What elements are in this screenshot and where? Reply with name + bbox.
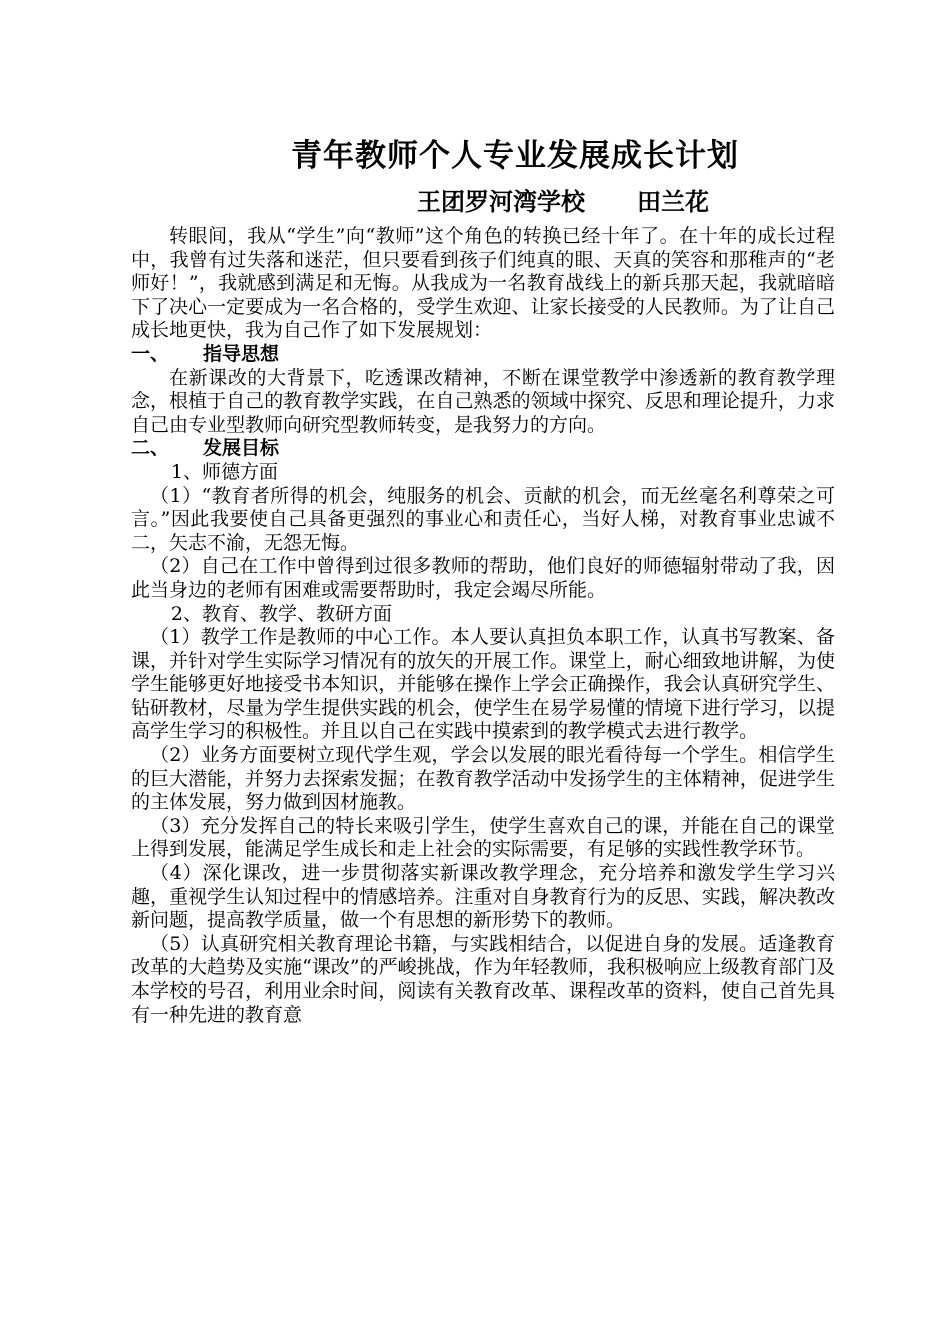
subsection-heading-2: 2、教育、教学、教研方面 (170, 602, 392, 625)
section-title: 指导思想 (203, 342, 280, 365)
document-body (131, 225, 835, 1027)
teaching-item-3: （3）充分发挥自己的特长来吸引学生，使学生喜欢自己的课，并能在自己的课堂上得到发展，能满足学生成长和走上社会的实际需要，有足够的实践性教学环节。 (131, 814, 835, 861)
intro-paragraph: 转眼间，我从“学生”向“教师”这个角色的转换已经十年了。在十年的成长过程中，我曾有过失落和迷茫，但只要看到孩子们纯真的眼、天真的笑容和那稚声的“老师好！”，我就感到满足和无悔。从我成为一名教育战线上的新兵那天起，我就暗暗下了决心一定要成为一名合格的，受学生欢迎、让家长接受的人民教师。为了让自己成长地更快，我为自己作了如下发展规划： (131, 225, 835, 342)
ethics-item-1: （1）“教育者所得的机会，纯服务的机会、贡献的机会，而无丝毫名利尊荣之可言。”因此我要使自己具备更强烈的事业心和责任心，当好人梯，对教育事业忠诚不二，矢志不渝，无怨无悔。 (131, 484, 835, 554)
teaching-item-2: （2）业务方面要树立现代学生观，学会以发展的眼光看待每一个学生。相信学生的巨大潜能，并努力去探索发掘；在教育教学活动中发扬学生的主体精神，促进学生的主体发展，努力做到因材施教。 (131, 744, 835, 814)
author-line (417, 182, 709, 217)
section-number: 一、 (131, 342, 170, 365)
teaching-item-5: （5）认真研究相关教育理论书籍，与实践相结合，以促进自身的发展。适逢教育改革的大趋势及实施“课改”的严峻挑战，作为年轻教师，我积极响应上级教育部门及本学校的号召，利用业余时间，阅读有关教育改革、课程改革的资料，使自己首先具有一种先进的教育意 (131, 932, 835, 1026)
subsection-heading-1: 1、师德方面 (170, 460, 278, 483)
teaching-item-4: （4）深化课改，进一步贯彻落实新课改教学理念，充分培养和激发学生学习兴趣，重视学生认知过程中的情感培养。注重对自身教育行为的反思、实践，解决教改新问题，提高教学质量，做一个有思想的新形势下的教师。 (131, 862, 835, 932)
section-number: 二、 (131, 437, 170, 460)
section-1-paragraph: 在新课改的大背景下，吃透课改精神，不断在课堂教学中渗透新的教育教学理念，根植于自己的教育教学实践，在自己熟悉的领域中探究、反思和理论提升，力求自己由专业型教师向研究型教师转变，是我努力的方向。 (131, 366, 835, 436)
document-title: 青年教师个人专业发展成长计划 (291, 138, 739, 174)
section-title: 发展目标 (203, 437, 280, 460)
teaching-item-1: （1）教学工作是教师的中心工作。本人要认真担负本职工作，认真书写教案、备课，并针对学生实际学习情况有的放矢的开展工作。课堂上，耐心细致地讲解，为使学生能够更好地接受书本知识，并能够在操作上学会正确操作，我会认真研究学生、钻研教材，尽量为学生提供实践的机会，使学生在易学易懂的情境下进行学习，以提高学生学习的积极性。并且以自己在实践中摸索到的教学模式去进行教学。 (131, 626, 835, 743)
author-school: 王团罗河湾学校 (417, 187, 585, 216)
ethics-item-2: （2）自己在工作中曾得到过很多教师的帮助，他们良好的师德辐射带动了我，因此当身边的老师有困难或需要帮助时，我定会竭尽所能。 (131, 555, 835, 601)
author-name: 田兰花 (637, 187, 709, 216)
section-heading-2 (131, 437, 835, 461)
section-heading-1 (131, 343, 835, 367)
